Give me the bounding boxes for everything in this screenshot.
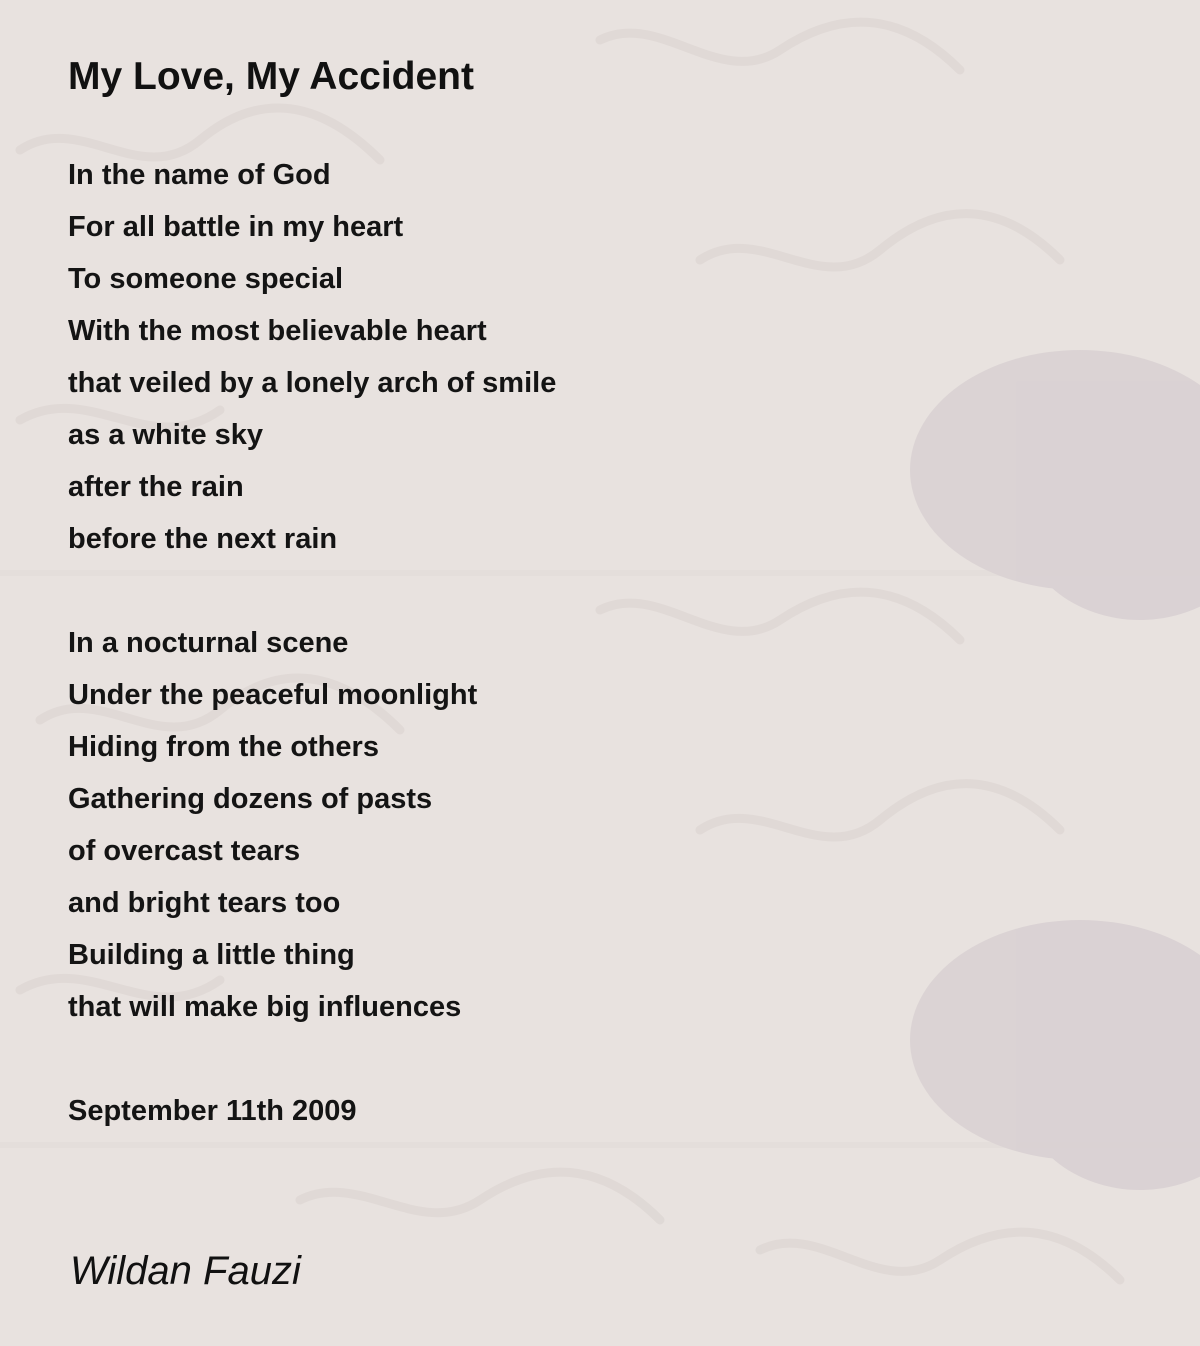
poem-date: September 11th 2009 — [68, 1095, 357, 1127]
poem-line: after the rain — [68, 471, 244, 503]
poem-line: and bright tears too — [68, 887, 341, 919]
poem-line: For all battle in my heart — [68, 211, 404, 243]
poem-line: that veiled by a lonely arch of smile — [68, 367, 557, 399]
poem-line: With the most believable heart — [68, 315, 487, 347]
poem-line: before the next rain — [68, 523, 338, 555]
poem-author: Wildan Fauzi — [70, 1249, 301, 1293]
poem-line: In a nocturnal scene — [68, 627, 349, 659]
poem-line: as a white sky — [68, 419, 264, 451]
poem-line: Hiding from the others — [68, 731, 379, 763]
poem-line: Building a little thing — [68, 939, 355, 971]
poem-line: In the name of God — [68, 159, 331, 191]
poem-line: of overcast tears — [68, 835, 301, 867]
poem-line: that will make big influences — [68, 991, 462, 1023]
poem-title: My Love, My Accident — [68, 55, 474, 98]
poem-line: Under the peaceful moonlight — [68, 679, 478, 711]
poem-line: To someone special — [68, 263, 344, 295]
poem-line: Gathering dozens of pasts — [68, 783, 433, 815]
